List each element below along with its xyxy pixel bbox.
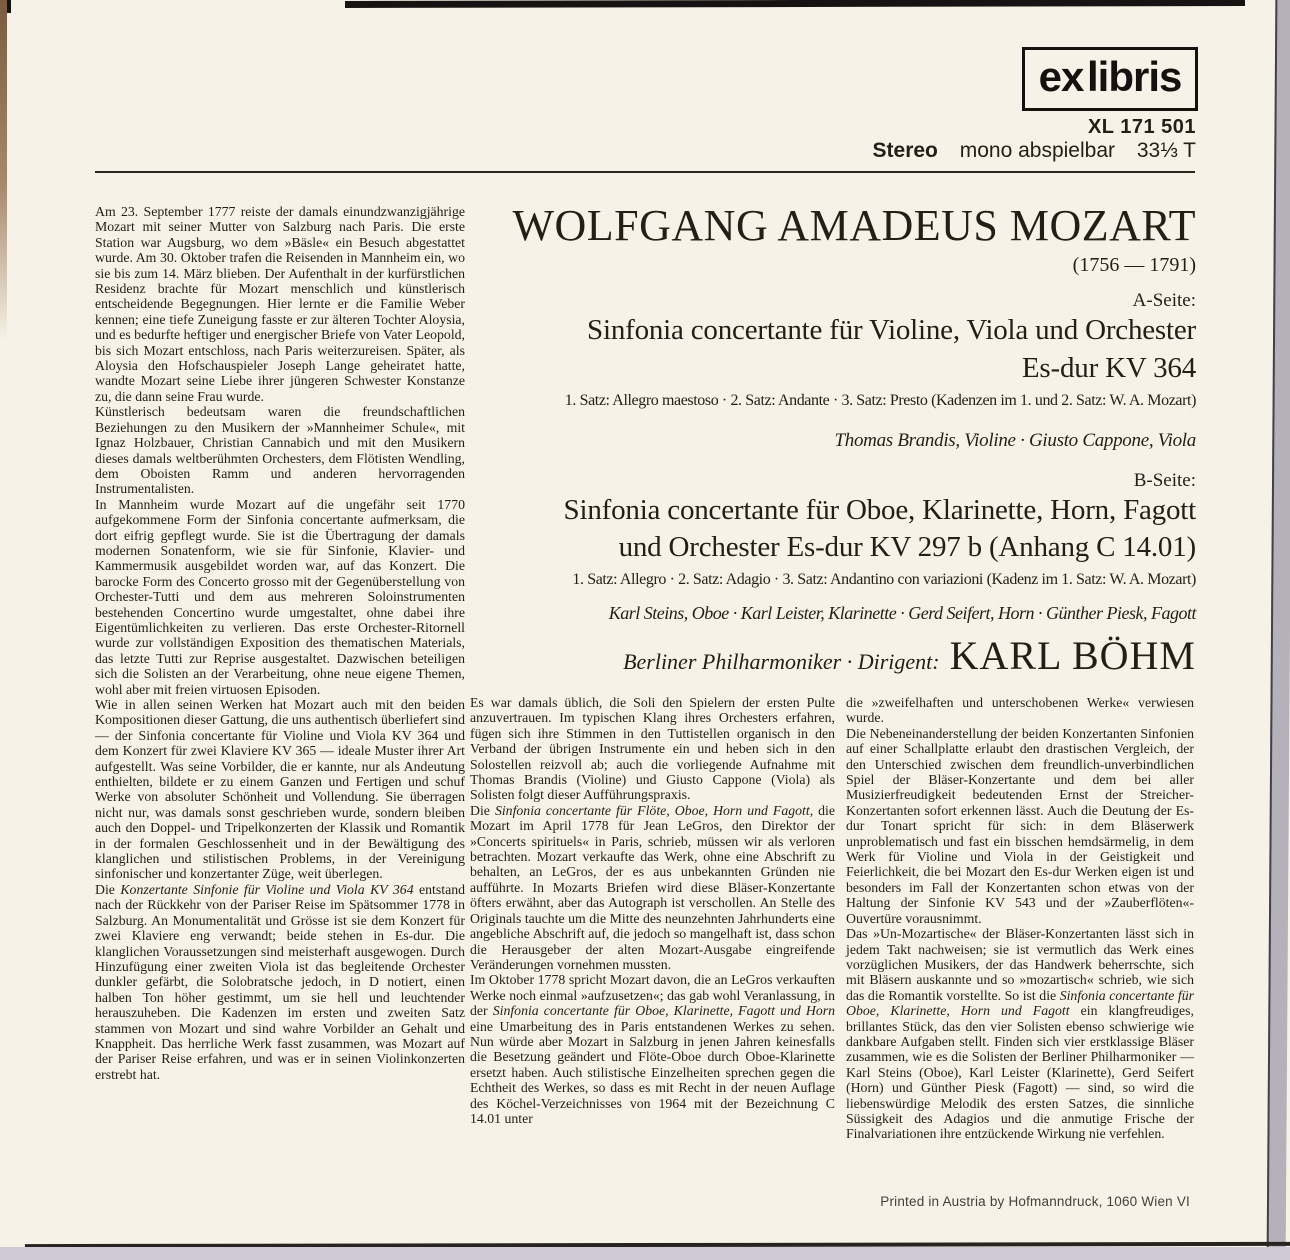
paragraph: Die Konzertante Sinfonie für Violine und Viola KV 364 entstand nach der Rückkehr von der Pariser Reise im Spätsommer 1778 in Salzburg. An Monumentalität und Grösse ist sie dem Konzert für zwei Klaviere eng verwandt; beide stehen in Es-dur. Die klanglichen Voraussetzungen sind meisterhaft ausgewogen. Durch Hinzufügung einer zweiten Viola ist das begleitende Orchester dunkler gefärbt, die Solobratsche jedoch, in D notiert, einen halben Ton höher gestimmt, um sie hell und leuchtender herauszuheben. Die Kadenzen im ersten und zweiten Satz stammen von Mozart und sind wahre Vorbilder an Gehalt und Knappheit. Das herrliche Werk fasst zusammen, was Mozart auf der Pariser Reise erfahren, und was er in seinen Violinkonzerten erstrebt hat.: [95, 881, 466, 1082]
side-a-title-line1: Sinfonia concertante für Violine, Viola und Orchester: [587, 314, 1196, 347]
side-a-soloists: Thomas Brandis, Violine · Giusto Cappone, Viola: [834, 429, 1196, 451]
title-block: [470, 203, 1196, 676]
catalog-number: XL 171 501: [1087, 116, 1196, 138]
side-b-title-line2: und Orchester Es-dur KV 297 b (Anhang C 14.01): [618, 531, 1196, 564]
header-rule: [95, 171, 1195, 173]
ex-libris-logo: [1022, 47, 1198, 111]
composer-dates: (1756 — 1791): [1072, 254, 1196, 277]
stereo-line: [873, 139, 1196, 163]
scan-edge-top: [345, 0, 1245, 8]
paragraph: Am 23. September 1777 reiste der damals einundzwanzigjährige Mozart mit seiner Mutter von Salzburg nach Paris. Die erste Station war Augsburg, wo dem »Bäsle« ein Besuch abgestattet wurde. Am 30. Oktober trafen die Reisenden in Mannheim ein, wo sie bis zum 14. März blieben. Der Aufenthalt in der kurfürstlichen Residenz brachte für Mozart menschlich und künstlerisch entscheidende Begegnungen. Hier lernte er die Familie Weber kennen; eine tiefe Zuneigung fasste er zur älteren Tochter Aloysia, und es bedurfte heftiger und energischer Briefe von Vater Leopold, bis sich Mozart entschloss, nach Paris weiterzureisen. Später, als Aloysia den Hofschauspieler Joseph Lange geheiratet hatte, wandte Mozart seine Liebe ihrer jüngeren Schwester Konstanze zu, die dann seine Frau wurde.: [95, 204, 465, 404]
paragraph: Wie in allen seinen Werken hat Mozart auch mit den beiden Kompositionen dieser Gattung, die uns authentisch überliefert sind — der Sinfonia concertante für Violine und Viola KV 364 und dem Konzert für zwei Klaviere KV 365 — ideale Muster ihrer Art aufgestellt. Was seine Vorbilder, die er kannte, nur als Andeutung enthielten, bildete er zu einem Ganzen und Fertigen und schuf Werke von absoluter Schönheit und Vollendung. Sie überragen nicht nur, was damals sonst geschrieben wurde, sondern bleiben auch den Doppel- und Tripelkonzerten der Klassik und Romantik in der formalen Geschlossenheit und in der Bewältigung des klanglichen und stilistischen Problems, in der Vereinigung sinfonischer und konzertanter Züge, weit überlegen.: [95, 697, 465, 882]
paragraph: Die Sinfonia concertante für Flöte, Oboe, Horn und Fagott, die Mozart im April 1778 für Jean LeGros, den Direktor der »Concerts spirituels« in Paris, schrieb, müssen wir als verloren betrachten. Mozart verkaufte das Werk, ohne eine Abschrift zu behalten, an LeGros, der es aus unbekannten Gründen nie aufführte. In Mozarts Briefen wird diese Bläser-Konzertante öfters erwähnt, aber das Autograph ist verschollen. An Stelle des Originals tauchte um die Mitte des neunzehnten Jahrhunderts eine angebliche Abschrift auf, die jedoch so mangelhaft ist, dass schon die Herausgeber der alten Mozart-Ausgabe eingreifende Veränderungen vornehmen mussten.: [470, 802, 836, 972]
conductor-name: KARL BÖHM: [949, 632, 1196, 678]
playback-info: mono abspielbar: [959, 139, 1115, 162]
side-a-movements: 1. Satz: Allegro maestoso · 2. Satz: Andante · 3. Satz: Presto (Kadenzen im 1. und 2. Satz: W. A. Mozart): [564, 391, 1196, 409]
printer-credit: Printed in Austria by Hofmanndruck, 1060 Wien VI: [880, 1194, 1190, 1209]
stereo-label: Stereo: [872, 139, 938, 162]
side-b-title-line1: Sinfonia concertante für Oboe, Klarinette, Horn, Fagott: [563, 493, 1196, 526]
liner-notes-column-left: [95, 204, 465, 1082]
orchestra-credit: Berliner Philharmoniker · Dirigent:: [623, 648, 940, 674]
side-a-title-line2: Es-dur KV 364: [1021, 351, 1196, 384]
paragraph: Das »Un-Mozartische« der Bläser-Konzertanten lässt sich in jedem Takt nachweisen; sie ist vermutlich das Werk eines vorzüglichen Musikers, der das Handwerk beherrschte, sich mit Bläsern auskannte und so »mozartisch« schrieb, wie sich das die Romantik vorstellte. So ist die Sinfonia concertante für Oboe, Klarinette, Horn und Fagott ein klangfreudiges, brillantes Stück, das den vier Solisten ebenso schwierige wie dankbare Aufgaben stellt. Finden sich vier erstklassige Bläser zusammen, wie es die Solisten der Berliner Philharmoniker — Karl Steins (Oboe), Karl Leister (Klarinette), Gerd Seifert (Horn) und Günther Piesk (Fagott) — sind, so wird die liebenswürdige Melodik des ersten Satzes, die sinnliche Süssigkeit des Adagios und die anmutige Frische der Finalvariationen ihre entzückende Wirkung nie verfehlen.: [846, 926, 1194, 1142]
paragraph: Im Oktober 1778 spricht Mozart davon, die an LeGros verkauften Werke noch einmal »aufzusetzen«; das gab wohl Veranlassung, in der Sinfonia concertante für Oboe, Klarinette, Fagott und Horn eine Umarbeitung des in Paris entstandenen Werkes zu sehen. Nun würde aber Mozart in Salzburg in jenen Jahren keinesfalls die Besetzung geändert und Flöte-Oboe durch Oboe-Klarinette ersetzt haben. Auch stilistische Einzelheiten sprechen gegen die Echtheit des Werkes, so dass es mit Recht in der neuen Auflage des Köchel-Verzeichnisses von 1964 mit der Bezeichnung C 14.01 unter: [470, 972, 835, 1126]
paragraph: Es war damals üblich, die Soli den Spielern der ersten Pulte anzuvertrauen. Im typischen Klang ihres Orchesters erfahren, fügen sich ihre Stimmen in den Tuttistellen organisch in den Verband der übrigen Instrumente ein und heben sich in den Solostellen reizvoll ab; auch die vorliegende Aufnahme mit Thomas Brandis (Violine) und Giusto Cappone (Viola) als Solisten folgt dieser Aufführungspraxis.: [470, 695, 835, 803]
liner-notes-column-right: [846, 695, 1194, 1142]
composer-name: WOLFGANG AMADEUS MOZART: [512, 201, 1196, 250]
speed-label: 33⅓ T: [1136, 139, 1196, 162]
paragraph: die »zweifelhaften und unterschobenen Werke« verwiesen wurde.: [846, 695, 1194, 726]
paragraph: Künstlerisch bedeutsam waren die freundschaftlichen Beziehungen zu den Musikern der »Mannheimer Schule«, mit Ignaz Holzbauer, Christian Cannabich und mit den Musikern dieses damals weltberühmten Orchesters, dem Flötisten Wendling, dem Oboisten Ramm und anderen hervorragenden Instrumentalisten.: [95, 404, 465, 497]
scan-edge-left: [0, 0, 7, 340]
side-b-soloists: Karl Steins, Oboe · Karl Leister, Klarinette · Gerd Seifert, Horn · Günther Piesk, Fagott: [608, 602, 1196, 623]
liner-notes-column-middle: [470, 695, 835, 1126]
side-b-label: B-Seite:: [1133, 469, 1196, 491]
paragraph: Die Nebeneinanderstellung der beiden Konzertanten Sinfonien auf einer Schallplatte erlaubt den drastischen Vergleich, der den Unterschied zwischen dem freundlich-unverbindlichen Spiel der Bläser-Konzertante und dem bei aller Musizierfreudigkeit bedeutenden Ernst der Streicher-Konzertanten sofort erkennen lässt. Auch die Deutung der Es-dur Tonart spricht für sich: in dem Bläserwerk unproblematisch und fast ein bisschen hemdsärmelig, in dem Werk für Violine und Viola in der Geistigkeit und Feierlichkeit, die bei Mozart den Es-dur Werken eigen ist und besonders im Fall der Konzertanten schon etwas von der Haltung der Sinfonie KV 543 und der »Zauberflöten«-Ouvertüre vorausnimmt.: [846, 725, 1194, 926]
orchestra-conductor-line: [470, 632, 1196, 678]
scan-edge-right: [1267, 0, 1290, 1260]
side-a-label: A-Seite:: [1132, 290, 1196, 312]
side-b-movements: 1. Satz: Allegro · 2. Satz: Adagio · 3. Satz: Andantino con variazioni (Kadenz im 1. Satz: W. A. Mozart): [572, 570, 1196, 588]
scan-edge-bottom: [0, 1247, 1290, 1260]
ex-libris-logo-text: ex libris: [1038, 53, 1182, 100]
paragraph: In Mannheim wurde Mozart auf die ungefähr seit 1770 aufgekommene Form der Sinfonia concertante aufmerksam, die dort eifrig gepflegt wurde. Sie ist die Übertragung der damals modernen Sonatenform, wie sie für Sinfonie, Klavier- und Kammermusik ausgebildet worden war, auf das Konzert. Die barocke Form des Concerto grosso mit der Gegenüberstellung von Orchester-Tutti und dem aus mehreren Soloinstrumenten bestehenden Concertino wurde umgestaltet, ohne dabei ihre Eigentümlichkeiten zu verlieren. Das erste Orchester-Ritornell wurde zur vollständigen Exposition des thematischen Materials, das letzte Tutti zur Reprise ausgestaltet. Dazwischen beteiligen sich die Solisten an der Verarbeitung, ohne neue eigene Themen, wohl aber mit freien virtuosen Episoden.: [95, 496, 465, 697]
